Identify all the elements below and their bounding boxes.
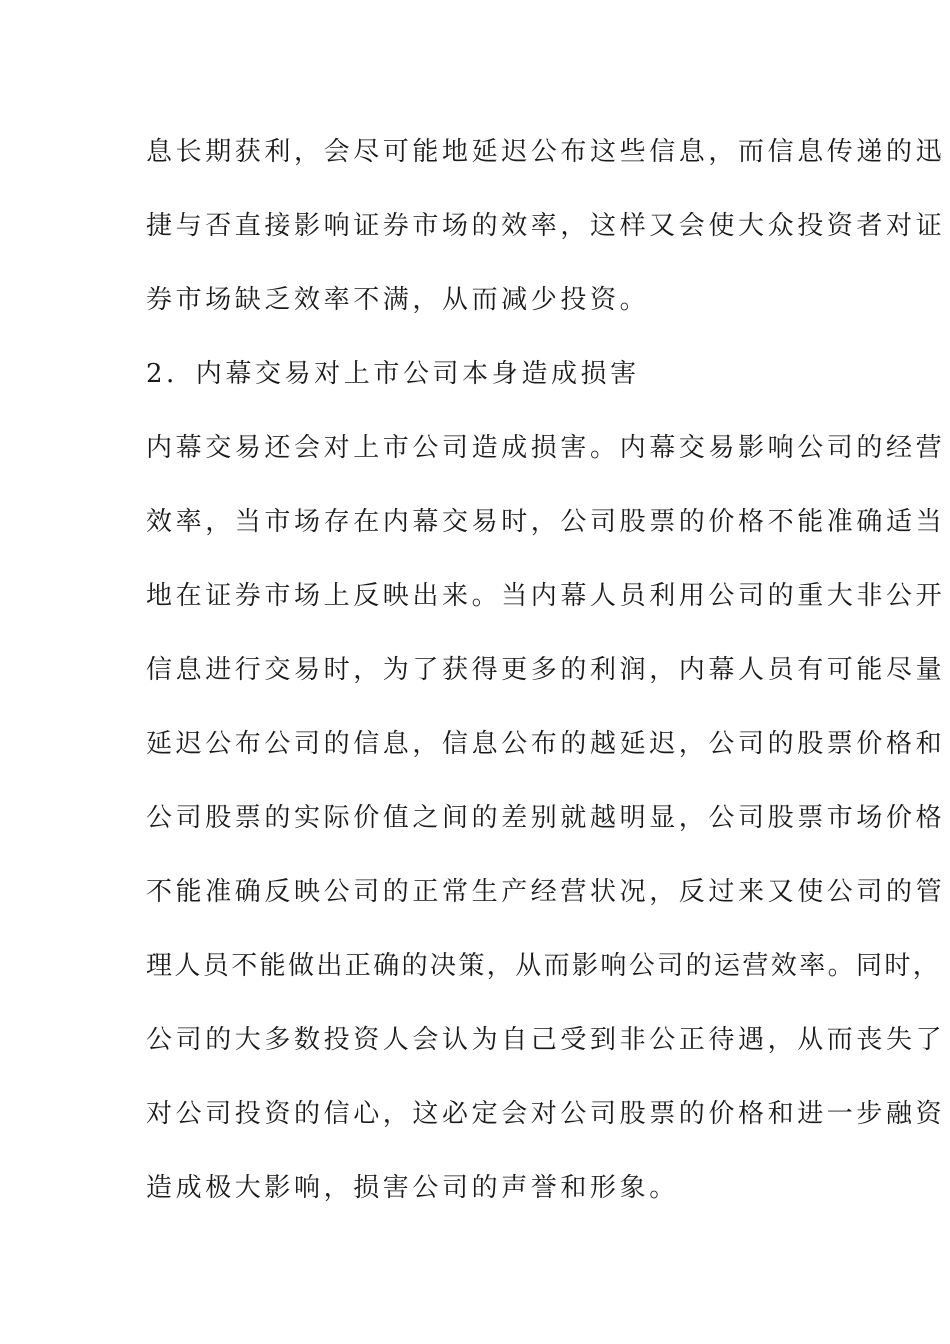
paragraph-2-line-6: 公司股票的实际价值之间的差别就越明显，公司股票市场价格 [146, 803, 946, 833]
paragraph-2-line-4: 信息进行交易时，为了获得更多的利润，内幕人员有可能尽量 [146, 655, 946, 685]
paragraph-1-line-3: 券市场缺乏效率不满，从而减少投资。 [146, 285, 650, 315]
paragraph-1-line-2: 捷与否直接影响证券市场的效率，这样又会使大众投资者对证 [146, 211, 946, 241]
section-heading: 2．内幕交易对上市公司本身造成损害 [146, 359, 640, 389]
paragraph-2-line-3: 地在证券市场上反映出来。当内幕人员利用公司的重大非公开 [146, 581, 946, 611]
paragraph-2-line-5: 延迟公布公司的信息，信息公布的越延迟，公司的股票价格和 [146, 729, 946, 759]
paragraph-2-line-11: 造成极大影响，损害公司的声誉和形象。 [146, 1173, 679, 1203]
paragraph-2-line-8: 理人员不能做出正确的决策，从而影响公司的运营效率。同时， [146, 951, 942, 981]
paragraph-1-line-1: 息长期获利，会尽可能地延迟公布这些信息，而信息传递的迅 [146, 137, 946, 167]
paragraph-2-line-7: 不能准确反映公司的正常生产经营状况，反过来又使公司的管 [146, 877, 946, 907]
paragraph-2-line-10: 对公司投资的信心，这必定会对公司股票的价格和进一步融资 [146, 1099, 946, 1129]
paragraph-2-line-2: 效率，当市场存在内幕交易时，公司股票的价格不能准确适当 [146, 507, 946, 537]
paragraph-2-line-9: 公司的大多数投资人会认为自己受到非公正待遇，从而丧失了 [146, 1025, 946, 1055]
paragraph-2-line-1: 内幕交易还会对上市公司造成损害。内幕交易影响公司的经营 [146, 433, 946, 463]
